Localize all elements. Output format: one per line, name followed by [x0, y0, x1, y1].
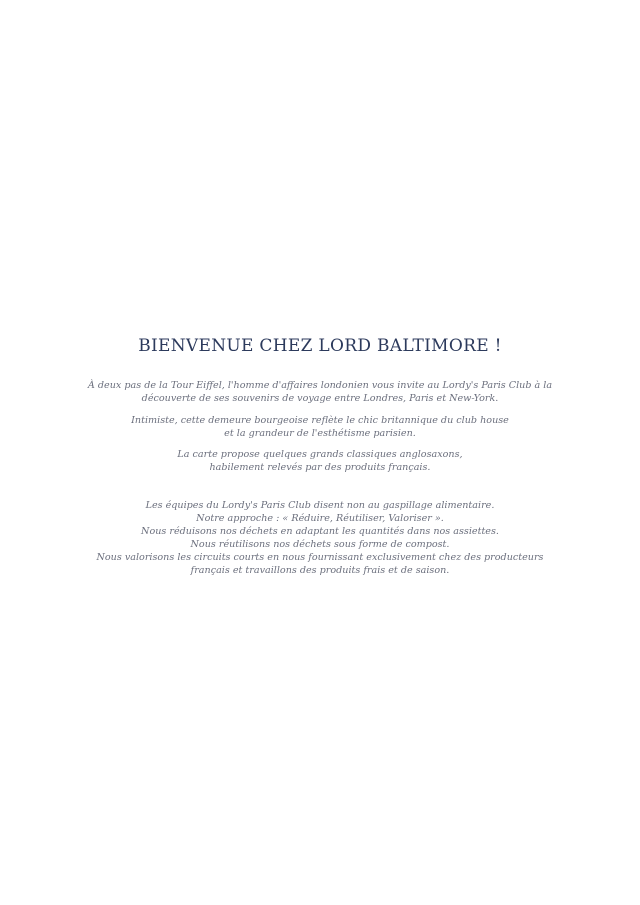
waste-line: Les équipes du Lordy's Paris Club disent non au gaspillage alimentaire.	[145, 500, 495, 511]
page-title: BIENVENUE CHEZ LORD BALTIMORE !	[138, 336, 502, 356]
intro-line: La carte propose quelques grands classiques anglosaxons,	[177, 449, 463, 460]
intro-line: et la grandeur de l'esthétisme parisien.	[224, 428, 416, 439]
intro-line: Intimiste, cette demeure bourgeoise reflète le chic britannique du club house	[131, 415, 509, 426]
waste-line: Nous réutilisons nos déchets sous forme de compost.	[190, 539, 450, 550]
waste-line: français et travaillons des produits frais et de saison.	[190, 565, 450, 576]
waste-line: Nous valorisons les circuits courts en nous fournissant exclusivement chez des producteurs	[96, 552, 544, 563]
intro-line: À deux pas de la Tour Eiffel, l'homme d'affaires londonien vous invite au Lordy's Paris Club à la	[87, 380, 553, 391]
intro-line: découverte de ses souvenirs de voyage entre Londres, Paris et New-York.	[141, 393, 499, 404]
waste-line: Notre approche : « Réduire, Réutiliser, Valoriser ».	[196, 513, 444, 524]
waste-line: Nous réduisons nos déchets en adaptant les quantités dans nos assiettes.	[141, 526, 499, 537]
intro-line: habilement relevés par des produits français.	[209, 462, 431, 473]
